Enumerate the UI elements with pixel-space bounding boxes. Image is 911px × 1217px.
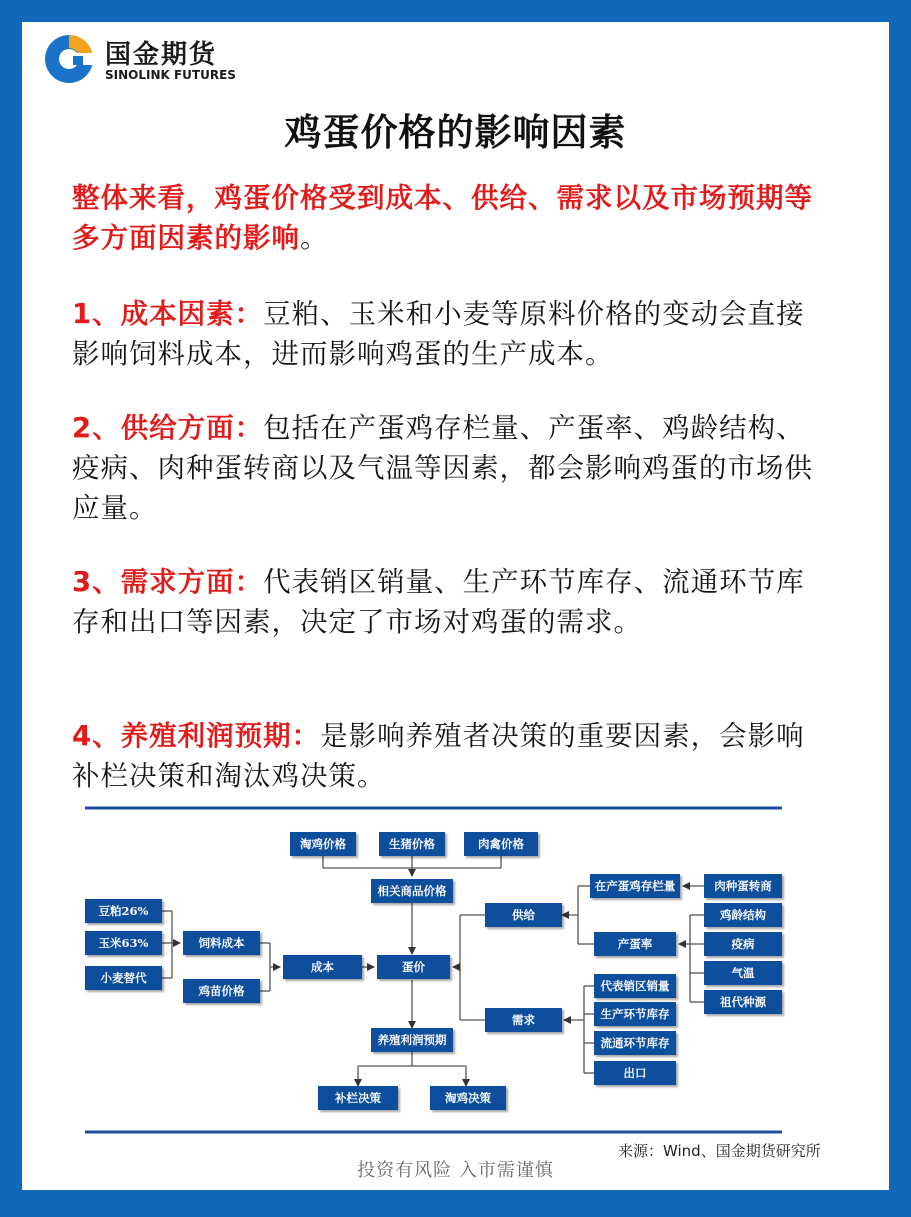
- intro-paragraph: [72, 178, 816, 258]
- node-hog-price: 生猪价格: [379, 832, 445, 856]
- intro-highlight: 整体来看，鸡蛋价格受到成本、供给、需求以及市场预期等多方面因素的影响: [72, 182, 813, 254]
- node-temperature: 气温: [704, 961, 782, 985]
- node-laying-rate: 产蛋率: [594, 932, 676, 956]
- section-cost: [72, 294, 816, 374]
- risk-disclaimer: 投资有风险 入市需谨慎: [357, 1160, 554, 1181]
- node-export: 出口: [594, 1061, 676, 1085]
- node-age-structure: 鸡龄结构: [704, 903, 782, 927]
- node-profit-expect: 养殖利润预期: [371, 1028, 453, 1052]
- section-label: 3、需求方面：: [72, 566, 264, 598]
- section-supply: [72, 408, 816, 528]
- node-egg-price: 蛋价: [377, 955, 450, 979]
- node-supply: 供给: [485, 903, 562, 927]
- node-poultry-price: 肉禽价格: [464, 832, 538, 856]
- page-title: 鸡蛋价格的影响因素: [284, 111, 627, 154]
- source-note: 来源：Wind、国金期货研究所: [618, 1142, 821, 1160]
- node-broiler-egg: 肉种蛋转商: [704, 874, 782, 898]
- node-layer-stock: 在产蛋鸡存栏量: [590, 874, 680, 898]
- section-text: 包括在产蛋鸡存栏量、产蛋率、鸡龄结构、疫病、肉种蛋转商以及气温等因素，都会影响鸡蛋的市场供应量。: [72, 412, 813, 524]
- node-wheat: 小麦替代: [85, 966, 162, 990]
- intro-tail: 。: [300, 222, 329, 254]
- node-feed-cost: 饲料成本: [183, 931, 260, 955]
- section-label: 2、供给方面：: [72, 412, 264, 444]
- node-demand: 需求: [485, 1008, 562, 1032]
- brand-logo: [42, 30, 272, 90]
- section-label: 4、养殖利润预期：: [72, 720, 321, 752]
- node-related-price: 相关商品价格: [371, 879, 453, 903]
- node-cost: 成本: [283, 955, 362, 979]
- node-soymeal: 豆粕26%: [85, 899, 162, 923]
- section-demand: [72, 562, 816, 642]
- section-profit: [72, 716, 816, 796]
- node-circ-inventory: 流通环节库存: [594, 1031, 676, 1055]
- node-cull: 淘鸡决策: [430, 1086, 506, 1110]
- node-grandparent: 祖代种源: [704, 990, 782, 1014]
- egg-price-factor-diagram: [80, 802, 790, 1142]
- node-sales: 代表销区销量: [594, 974, 676, 998]
- section-label: 1、成本因素：: [72, 298, 264, 330]
- sinolink-logo-icon: [42, 32, 96, 86]
- brand-name-en: SINOLINK FUTURES: [105, 68, 236, 82]
- section-text: 豆粕、玉米和小麦等原料价格的变动会直接影响饲料成本，进而影响鸡蛋的生产成本。: [72, 298, 805, 370]
- section-text: 是影响养殖者决策的重要因素，会影响补栏决策和淘汰鸡决策。: [72, 720, 805, 792]
- node-prod-inventory: 生产环节库存: [594, 1002, 676, 1026]
- node-taoji-price: 淘鸡价格: [290, 832, 356, 856]
- node-corn: 玉米63%: [85, 931, 162, 955]
- node-chick-price: 鸡苗价格: [183, 979, 260, 1003]
- brand-name-cn: 国金期货: [105, 40, 218, 70]
- node-disease: 疫病: [704, 932, 782, 956]
- section-text: 代表销区销量、生产环节库存、流通环节库存和出口等因素，决定了市场对鸡蛋的需求。: [72, 566, 805, 638]
- node-restock: 补栏决策: [318, 1086, 398, 1110]
